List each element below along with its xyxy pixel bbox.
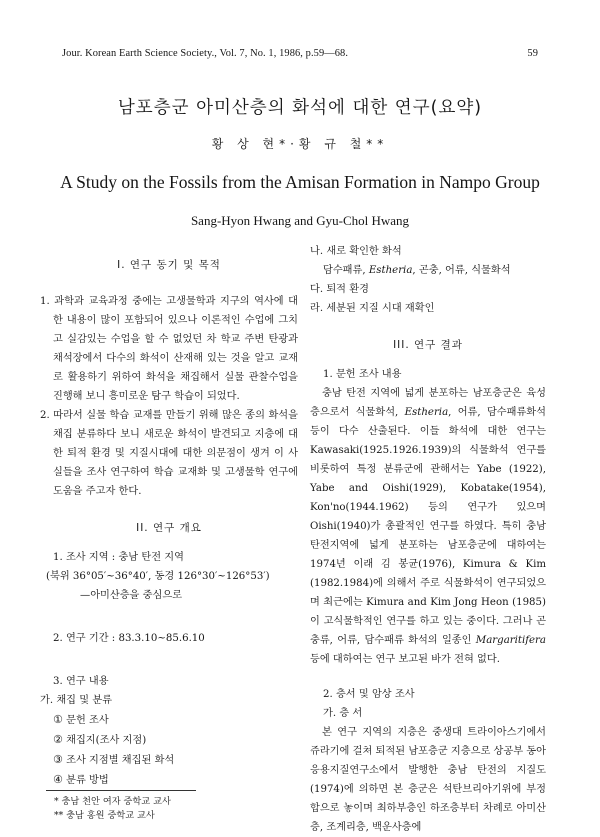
taxon-name: Margaritifera xyxy=(475,635,546,646)
study-period: 2. 연구 기간 : 83.3.10~85.6.10 xyxy=(53,633,205,644)
literature-review-paragraph xyxy=(310,384,546,669)
circled-number: ② xyxy=(53,733,63,746)
new-fossils-heading: 나. 새로 확인한 화석 xyxy=(310,246,402,257)
section-1-heading: I. 연구 동기 및 목적 xyxy=(117,259,221,271)
study-content-heading: 3. 연구 내용 xyxy=(53,676,109,687)
footnote-author-2: ** 충남 홍원 중학교 교사 xyxy=(54,810,155,821)
left-column xyxy=(40,256,298,823)
list-item-text: 조사 지점별 채집된 화석 xyxy=(66,755,175,766)
list-item-text: 문헌 조사 xyxy=(66,715,109,726)
list-item-fossils xyxy=(40,750,298,770)
text-run: 충남 탄전 지역에 넓게 분포하는 남포층군은 육성층으로서 식물화석, xyxy=(310,388,546,418)
stratigraphy-subheading: 가. 층 서 xyxy=(323,708,363,719)
paragraph-motivation-1: 1. 과학과 교육과정 중에는 고생물학과 지구의 역사에 대한 내용이 많이 포함되어 있으나 이론적인 수업에 그치고 실감있는 수업을 할 수 없었던 차 학교 주변 탄광과 채석장에서 다수의 화석이 산재해 있는 것을 알고 교재로 활용하기 위하여 화석을 채집해서 실물 관찰수업을 진행해 보니 흥미로운 탐구 학습이 되었다. xyxy=(40,296,298,402)
footnote-rule xyxy=(46,790,196,791)
circled-number: ③ xyxy=(53,753,63,766)
right-column xyxy=(310,242,546,837)
list-item-text: 분류 방법 xyxy=(66,775,109,786)
paragraph-motivation-2: 2. 따라서 실물 학습 교재를 만들기 위해 많은 종의 화석을 채집 분류하다 보니 새로운 화석이 발견되고 지층에 대한 퇴적 환경 및 지질시대에 대한 의문점이 생겨 이 사실들을 조사 연구하여 학습 교재화 및 고생물학 연구에 도움을 주고자 한다. xyxy=(40,410,298,497)
korean-title: 남포층군 아미산층의 화석에 대한 연구(요약) xyxy=(117,98,483,118)
list-item-text: 채집지(조사 지점) xyxy=(66,735,147,746)
depositional-environment-item: 다. 퇴적 환경 xyxy=(310,284,369,295)
stratigraphy-heading: 2. 층서 및 암상 조사 xyxy=(323,689,415,700)
text-run: , 어류, 담수패류화석 등이 다수 산출된다. 이들 화석에 대한 연구는 Kawasaki(1925.1926.1939)의 식물화석 연구를 비롯하여 특정 분류군에 관해서는 Yabe (1922), Yabe and Oishi(1929), Kobatake(1954), Kon'no(1944.1962) 등의 연구가 있으며 Oishi(1940)가 총괄적인 연구를 하였다. 특히 충남 탄전지역에 넓게 분포하는 남포층군에 대하여는 1974년 이래 김 봉균(1976), Kimura & Kim (1982.1984)에 의해서 주로 식물화석이 연구되었으며 최근에는 Kimura and Kim Jong Heon (1985)이 고식물학적인 연구를 하고 있는 중이다. 그러나 곤충류, 어류, 담수패류 화석의 일종인 xyxy=(310,407,546,646)
text-run: , 곤충, 어류, 식물화석 xyxy=(412,265,511,276)
literature-review-heading: 1. 문헌 조사 내용 xyxy=(323,369,402,380)
page-number: 59 xyxy=(527,48,538,59)
section-3-heading: III. 연구 결과 xyxy=(393,339,463,351)
list-item-literature xyxy=(40,710,298,730)
list-item-sites xyxy=(40,730,298,750)
stratigraphy-paragraph: 본 연구 지역의 지층은 중생대 트라이아스기에서 쥬라기에 걸쳐 퇴적된 남포층군 지층으로 상공부 동아응용지질연구소에서 발행한 충남 탄전의 지질도(1974)에 의하면 본 층군은 석탄브리아기위에 부정합으로 놓이며 최하부층인 하조층부터 차례로 아미산층, 조계리층, 백운사층에 xyxy=(310,727,546,833)
new-fossils-list xyxy=(310,261,546,280)
footnote-author-1: * 충남 천안 여자 중학교 교사 xyxy=(54,796,171,807)
study-area-line: 1. 조사 지역 : 충남 탄전 지역 xyxy=(53,552,184,563)
korean-authors: 황 상 현*·황 규 철** xyxy=(211,137,389,151)
english-title: A Study on the Fossils from the Amisan Formation in Nampo Group xyxy=(60,172,540,192)
text-run: 등에 대하여는 연구 보고된 바가 전혀 없다. xyxy=(310,654,500,665)
list-item-classification xyxy=(40,770,298,790)
circled-number: ① xyxy=(53,713,63,726)
study-area-coordinates: (북위 36°05′~36°40′, 동경 126°30′~126°53′) xyxy=(46,571,270,582)
collection-heading: 가. 채집 및 분류 xyxy=(40,695,112,706)
study-area-formation: —아미산층을 중심으로 xyxy=(80,590,182,601)
circled-number: ④ xyxy=(53,773,63,786)
geologic-age-item: 라. 세분된 지질 시대 재확인 xyxy=(310,303,435,314)
text-run: 담수패류, xyxy=(323,265,369,276)
taxon-name: Estheria xyxy=(404,407,449,418)
taxon-name: Estheria xyxy=(368,265,413,276)
section-2-heading: II. 연구 개요 xyxy=(136,522,202,534)
english-authors: Sang-Hyon Hwang and Gyu-Chol Hwang xyxy=(190,213,410,228)
running-header xyxy=(62,48,538,59)
journal-citation: Jour. Korean Earth Science Society., Vol. 7, No. 1, 1986, p.59—68. xyxy=(62,48,349,59)
